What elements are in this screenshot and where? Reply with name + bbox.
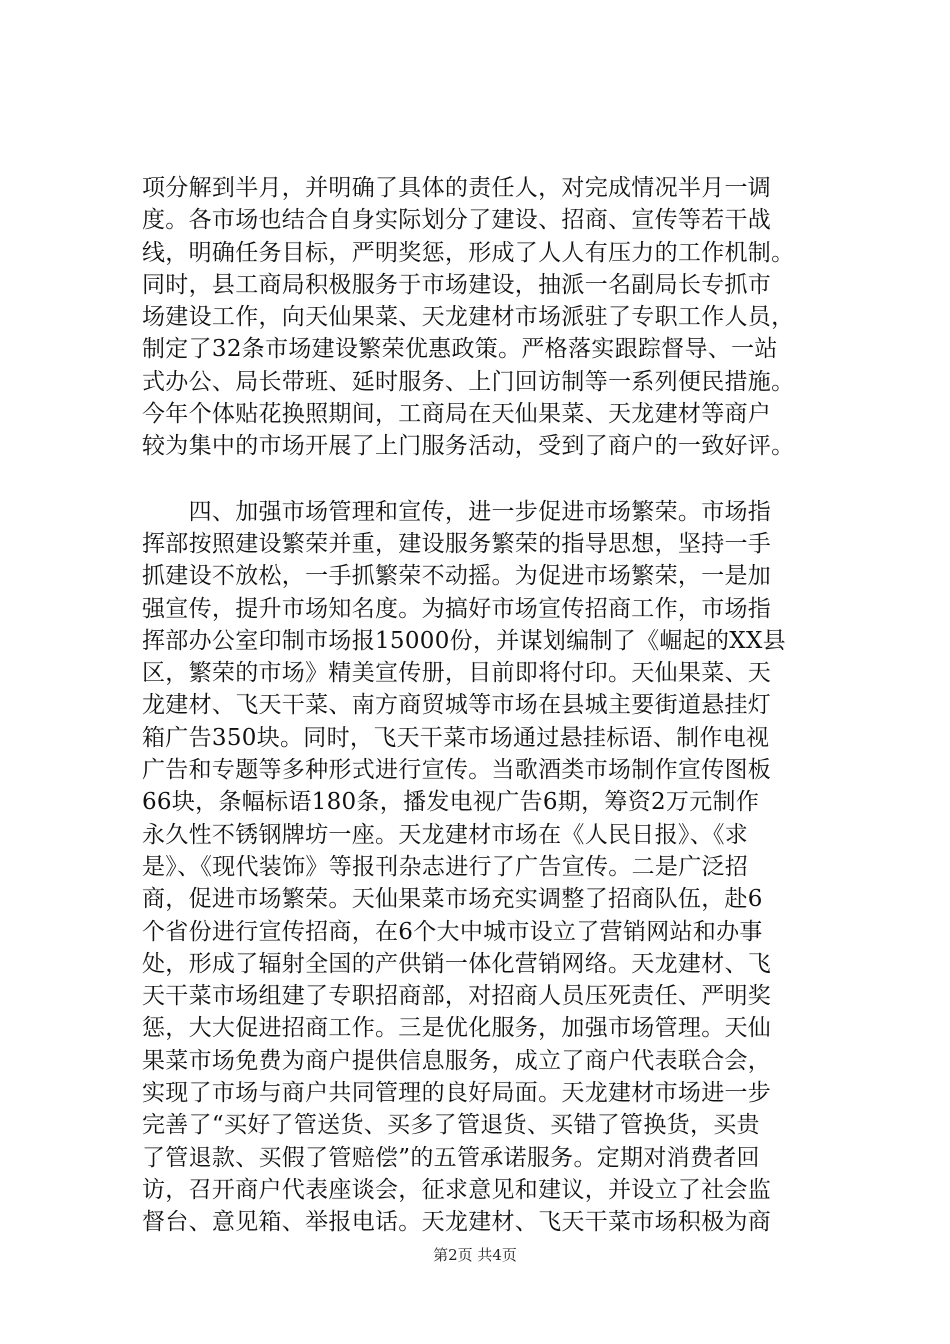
text-line: 天干菜市场组建了专职招商部，对招商人员压死责任、严明奖: [142, 983, 772, 1010]
text-line: 今年个体贴花换照期间，工商局在天仙果菜、天龙建材等商户: [142, 401, 772, 428]
text-line: 是》、《现代装饰》等报刊杂志进行了广告宣传。二是广泛招: [142, 853, 749, 880]
text-line: 个省份进行宣传招商，在6个大中城市设立了营销网站和办事: [142, 918, 763, 945]
text-line: 箱广告350块。同时，飞天干菜市场通过悬挂标语、制作电视: [142, 724, 770, 751]
text-line: 访，召开商户代表座谈会，征求意见和建议，并设立了社会监: [142, 1176, 772, 1203]
text-line: 完善了“买好了管送货、买多了管退货、买错了管换货，买贵: [142, 1112, 760, 1139]
text-line: 督台、意见箱、举报电话。天龙建材、飞天干菜市场积极为商: [142, 1209, 772, 1236]
page-footer: 第2页 共4页: [433, 1246, 517, 1264]
text-line: 挥部办公室印制市场报15000份，并谋划编制了《崛起的XX县: [142, 627, 786, 654]
paragraph-1: [142, 172, 832, 463]
text-line: 果菜市场免费为商户提供信息服务，成立了商户代表联合会，: [142, 1047, 772, 1074]
text-line: 挥部按照建设繁荣并重，建设服务繁荣的指导思想，坚持一手: [142, 530, 772, 557]
text-line: 惩，大大促进招商工作。三是优化服务，加强市场管理。天仙: [142, 1015, 772, 1042]
text-line: 实现了市场与商户共同管理的良好局面。天龙建材市场进一步: [142, 1080, 772, 1107]
text-line: 处，形成了辐射全国的产供销一体化营销网络。天龙建材、飞: [142, 950, 772, 977]
document-body: [142, 172, 832, 1239]
text-line: 同时，县工商局积极服务于市场建设，抽派一名副局长专抓市: [142, 271, 772, 298]
text-line: 线，明确任务目标，严明奖惩，形成了人人有压力的工作机制。: [142, 239, 795, 266]
text-line: 较为集中的市场开展了上门服务活动，受到了商户的一致好评。: [142, 433, 795, 460]
text-line: 龙建材、飞天干菜、南方商贸城等市场在县城主要街道悬挂灯: [142, 692, 772, 719]
text-line: 66块，条幅标语180条，播发电视广告6期，筹资2万元制作: [142, 789, 760, 816]
text-line: 式办公、局长带班、延时服务、上门回访制等一系列便民措施。: [142, 368, 795, 395]
text-line: 度。各市场也结合自身实际划分了建设、招商、宣传等若干战: [142, 207, 772, 234]
text-line: 项分解到半月，并明确了具体的责任人，对完成情况半月一调: [142, 175, 772, 201]
text-line: 广告和专题等多种形式进行宣传。当歌酒类市场制作宣传图板: [142, 757, 772, 784]
text-line: 场建设工作，向天仙果菜、天龙建材市场派驻了专职工作人员，: [142, 304, 795, 331]
text-line: 区，繁荣的市场》精美宣传册，目前即将付印。天仙果菜、天: [142, 660, 772, 687]
text-line: 抓建设不放松，一手抓繁荣不动摇。为促进市场繁荣，一是加: [142, 563, 772, 590]
text-line: 制定了32条市场建设繁荣优惠政策。严格落实跟踪督导、一站: [142, 336, 778, 363]
text-line: 四、加强市场管理和宣传，进一步促进市场繁荣。市场指: [142, 498, 772, 525]
text-line: 强宣传，提升市场知名度。为搞好市场宣传招商工作，市场指: [142, 595, 772, 622]
text-line: 永久性不锈钢牌坊一座。天龙建材市场在《人民日报》、《求: [142, 821, 749, 848]
paragraph-gap: [142, 463, 832, 496]
text-line: 了管退款、买假了管赔偿”的五管承诺服务。定期对消费者回: [142, 1144, 760, 1171]
paragraph-2: [142, 496, 832, 1239]
text-line: 商，促进市场繁荣。天仙果菜市场充实调整了招商队伍，赴6: [142, 886, 763, 913]
